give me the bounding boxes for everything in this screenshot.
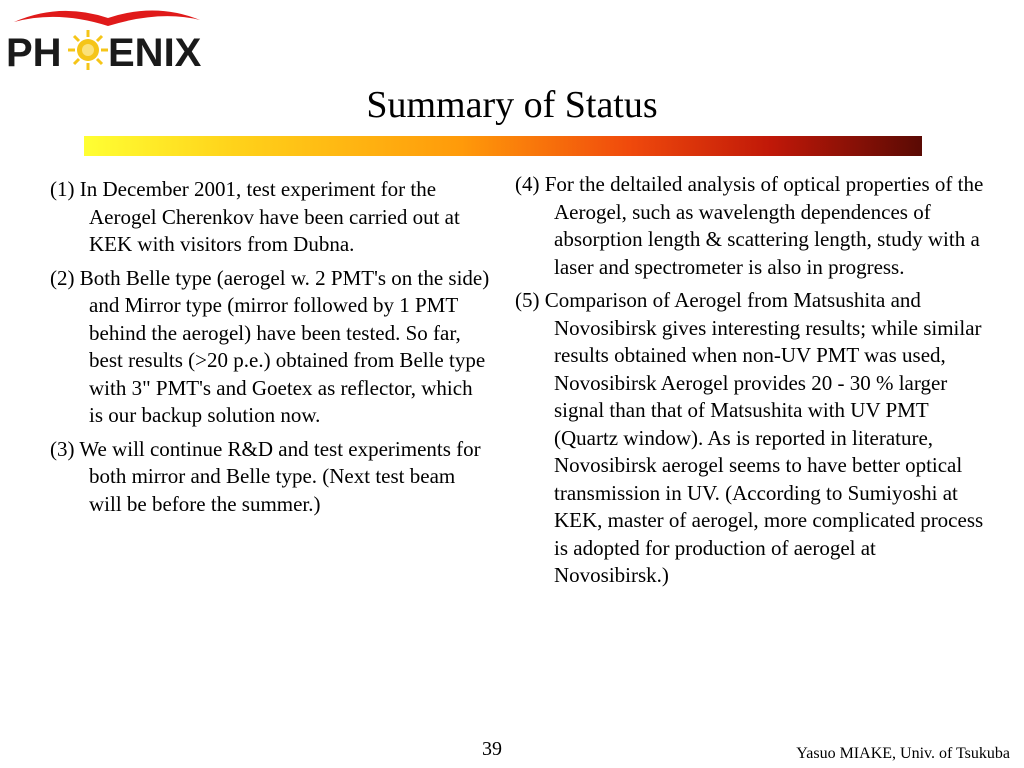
status-item-2: (2) Both Belle type (aerogel w. 2 PMT's on the side) and Mirror type (mirror followed by 1 PMT behind the aerogel) have been tested. So far, best results (>20 p.e.) obtained from Belle type with 3" PMT's and Goetex as reflector, which is our backup solution now. [50,265,490,427]
phenix-logo [0,0,214,78]
slide-title: Summary of Status [366,84,658,126]
left-column [50,176,490,524]
status-item-5: (5) Comparison of Aerogel from Matsushita and Novosibirsk gives interesting results; while similar results obtained when non-UV PMT was used, Novosibirsk Aerogel provides 20 - 30 % larger signal than that of Matsushita with UV PMT (Quartz window). As is reported in literature, Novosibirsk aerogel seems to have better optical transmission in UV. (According to Sumiyoshi at KEK, master of aerogel, more complicated process is adopted for production of aerogel at Novosibirsk.) [515,288,984,587]
right-column [515,171,995,596]
title-gradient-bar [84,136,922,156]
logo-sun-icon [68,30,108,70]
logo-swoosh [14,10,200,26]
logo-letters-enix: ENIX [108,31,202,75]
status-item-1: (1) In December 2001, test experiment for the Aerogel Cherenkov have been carried out at KEK with visitors from Dubna. [50,177,460,256]
logo-letters-ph: PH [6,31,62,75]
status-item-3: (3) We will continue R&D and test experiments for both mirror and Belle type. (Next test beam will be before the summer.) [50,436,481,516]
page-number: 39 [482,738,502,760]
footer-author: Yasuo MIAKE, Univ. of Tsukuba [796,745,1010,762]
status-item-4: (4) For the deltailed analysis of optical properties of the Aerogel, such as wavelength dependences of absorption length & scattering length, study with a laser and spectrometer is also in progress. [515,172,984,279]
